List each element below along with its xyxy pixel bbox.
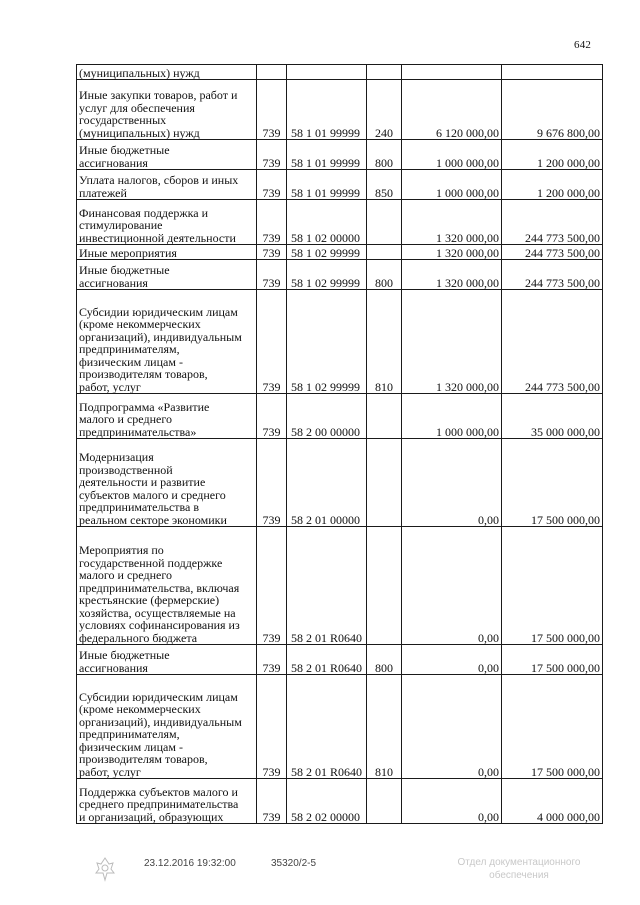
cell-expense-type: 800 <box>367 140 402 170</box>
cell-amount-second: 4 000 000,00 <box>502 779 603 824</box>
cell-amount-second: 244 773 500,00 <box>502 200 603 245</box>
cell-amount-first <box>402 65 502 80</box>
cell-expense-type <box>367 439 402 527</box>
cell-amount-second: 17 500 000,00 <box>502 527 603 645</box>
cell-name: Иные мероприятия <box>77 245 257 260</box>
cell-target-code: 58 2 01 R0640 <box>287 645 367 675</box>
cell-amount-second: 17 500 000,00 <box>502 439 603 527</box>
table-body <box>77 65 603 824</box>
cell-name: Иные бюджетные ассигнования <box>77 260 257 290</box>
table-row <box>77 140 603 170</box>
table-row <box>77 65 603 80</box>
cell-expense-type: 810 <box>367 290 402 394</box>
cell-amount-first: 1 320 000,00 <box>402 260 502 290</box>
footer-timestamp: 23.12.2016 19:32:00 <box>144 858 236 869</box>
cell-amount-second: 35 000 000,00 <box>502 394 603 439</box>
cell-name: Модернизация производственной деятельности и развитие субъектов малого и среднего предпринимательства в реальном секторе экономики <box>77 439 257 527</box>
cell-expense-type <box>367 394 402 439</box>
table-row <box>77 260 603 290</box>
cell-admin-code: 739 <box>257 245 287 260</box>
page-number: 642 <box>574 39 592 51</box>
cell-expense-type: 810 <box>367 675 402 779</box>
cell-expense-type <box>367 65 402 80</box>
cell-amount-second: 9 676 800,00 <box>502 80 603 140</box>
cell-amount-first: 0,00 <box>402 527 502 645</box>
cell-target-code: 58 1 02 99999 <box>287 245 367 260</box>
cell-amount-second: 244 773 500,00 <box>502 290 603 394</box>
cell-expense-type <box>367 245 402 260</box>
cell-admin-code: 739 <box>257 200 287 245</box>
cell-amount-first: 0,00 <box>402 675 502 779</box>
cell-admin-code: 739 <box>257 170 287 200</box>
cell-amount-first: 0,00 <box>402 645 502 675</box>
cell-admin-code: 739 <box>257 80 287 140</box>
cell-name: Иные закупки товаров, работ и услуг для обеспечения государственных (муниципальных) нужд <box>77 80 257 140</box>
cell-expense-type: 800 <box>367 260 402 290</box>
cell-amount-first: 1 000 000,00 <box>402 394 502 439</box>
footer-watermark: Отдел документационного обеспечения <box>457 857 581 881</box>
cell-name: Поддержка субъектов малого и среднего предпринимательства и организаций, образующих <box>77 779 257 824</box>
cell-amount-second: 244 773 500,00 <box>502 260 603 290</box>
cell-admin-code: 739 <box>257 779 287 824</box>
cell-admin-code: 739 <box>257 439 287 527</box>
cell-admin-code <box>257 65 287 80</box>
table-row <box>77 170 603 200</box>
cell-expense-type: 240 <box>367 80 402 140</box>
cell-amount-first: 1 000 000,00 <box>402 140 502 170</box>
cell-name: Иные бюджетные ассигнования <box>77 140 257 170</box>
cell-target-code: 58 1 01 99999 <box>287 80 367 140</box>
cell-target-code: 58 2 01 00000 <box>287 439 367 527</box>
footer-doc-number: 35320/2-5 <box>271 858 317 869</box>
cell-amount-first: 1 320 000,00 <box>402 200 502 245</box>
cell-target-code: 58 1 02 99999 <box>287 290 367 394</box>
table-row <box>77 439 603 527</box>
cell-expense-type <box>367 200 402 245</box>
cell-admin-code: 739 <box>257 394 287 439</box>
table-row <box>77 527 603 645</box>
table-row <box>77 80 603 140</box>
cell-amount-first: 0,00 <box>402 439 502 527</box>
cell-name: Субсидии юридическим лицам (кроме некоммерческих организаций), индивидуальным предпринимателям, физическим лицам - производителям товаров, работ, услуг <box>77 675 257 779</box>
cell-amount-second: 17 500 000,00 <box>502 645 603 675</box>
cell-amount-second: 1 200 000,00 <box>502 170 603 200</box>
table-row <box>77 779 603 824</box>
cell-amount-first: 1 000 000,00 <box>402 170 502 200</box>
cell-name: (муниципальных) нужд <box>77 65 257 80</box>
cell-name: Иные бюджетные ассигнования <box>77 645 257 675</box>
cell-amount-first: 1 320 000,00 <box>402 245 502 260</box>
cell-amount-first: 0,00 <box>402 779 502 824</box>
cell-amount-second: 17 500 000,00 <box>502 675 603 779</box>
cell-admin-code: 739 <box>257 140 287 170</box>
table-row <box>77 645 603 675</box>
cell-amount-first: 6 120 000,00 <box>402 80 502 140</box>
budget-table <box>76 64 603 824</box>
cell-admin-code: 739 <box>257 290 287 394</box>
cell-name: Субсидии юридическим лицам (кроме некоммерческих организаций), индивидуальным предпринимателям, физическим лицам - производителям товаров, работ, услуг <box>77 290 257 394</box>
cell-admin-code: 739 <box>257 675 287 779</box>
cell-name: Уплата налогов, сборов и иных платежей <box>77 170 257 200</box>
cell-name: Финансовая поддержка и стимулирование инвестиционной деятельности <box>77 200 257 245</box>
cell-expense-type: 800 <box>367 645 402 675</box>
emblem-icon <box>92 856 118 882</box>
cell-target-code: 58 2 00 00000 <box>287 394 367 439</box>
cell-target-code: 58 1 02 99999 <box>287 260 367 290</box>
cell-name: Подпрограмма «Развитие малого и среднего предпринимательства» <box>77 394 257 439</box>
cell-expense-type: 850 <box>367 170 402 200</box>
table-row <box>77 675 603 779</box>
cell-target-code: 58 1 01 99999 <box>287 140 367 170</box>
cell-amount-second: 1 200 000,00 <box>502 140 603 170</box>
cell-target-code <box>287 65 367 80</box>
cell-admin-code: 739 <box>257 645 287 675</box>
cell-admin-code: 739 <box>257 260 287 290</box>
cell-amount-second: 244 773 500,00 <box>502 245 603 260</box>
table-row <box>77 290 603 394</box>
cell-expense-type <box>367 527 402 645</box>
cell-admin-code: 739 <box>257 527 287 645</box>
table-row <box>77 200 603 245</box>
document-footer <box>0 858 640 888</box>
cell-amount-second <box>502 65 603 80</box>
cell-target-code: 58 1 01 99999 <box>287 170 367 200</box>
cell-target-code: 58 2 02 00000 <box>287 779 367 824</box>
table-row <box>77 394 603 439</box>
cell-target-code: 58 2 01 R0640 <box>287 527 367 645</box>
cell-amount-first: 1 320 000,00 <box>402 290 502 394</box>
cell-name: Мероприятия по государственной поддержке малого и среднего предпринимательства, включая крестьянские (фермерские) хозяйства, осуществляемые на условиях софинансирования из федерального бюджета <box>77 527 257 645</box>
table-row <box>77 245 603 260</box>
cell-target-code: 58 1 02 00000 <box>287 200 367 245</box>
cell-target-code: 58 2 01 R0640 <box>287 675 367 779</box>
cell-expense-type <box>367 779 402 824</box>
